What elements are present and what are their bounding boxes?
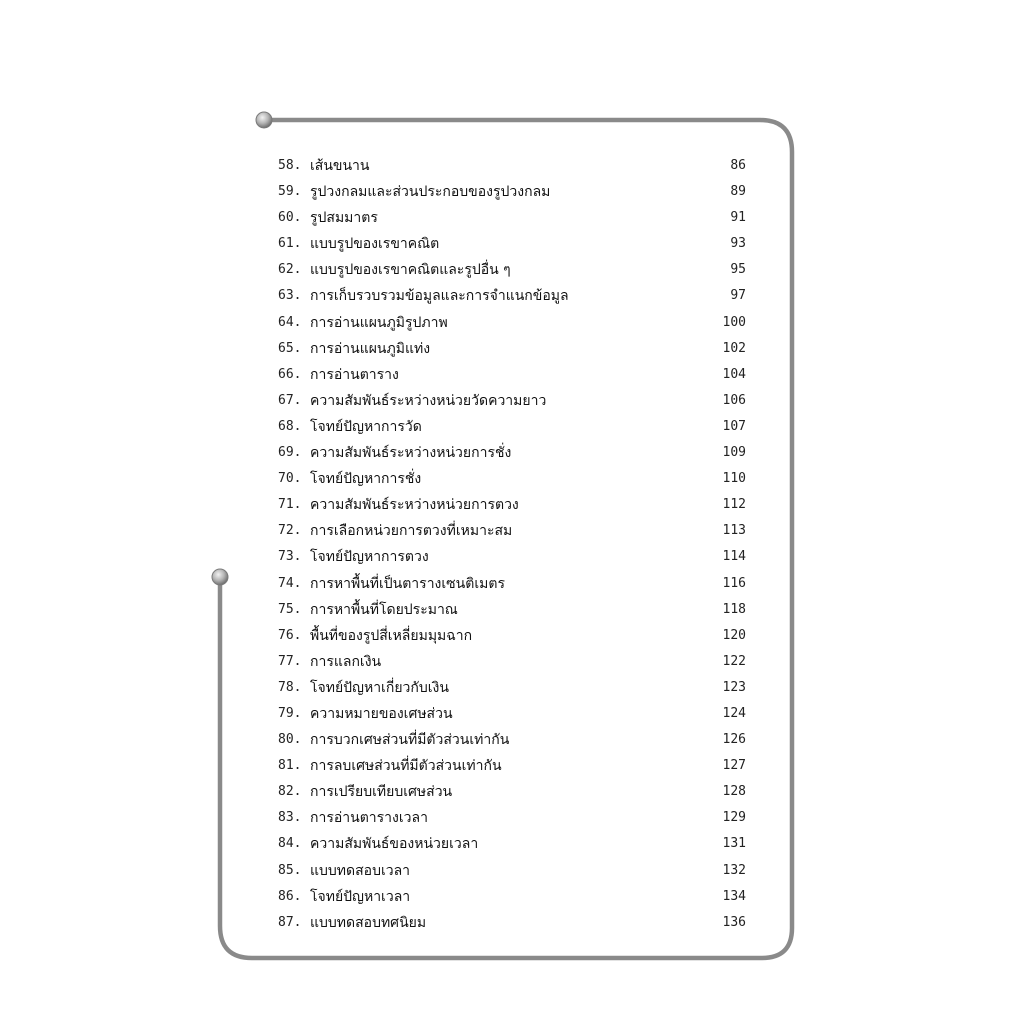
toc-entry-page: 120 xyxy=(722,627,746,643)
toc-entry-number: 66. xyxy=(278,366,302,382)
toc-entry-title: รูปวงกลมและส่วนประกอบของรูปวงกลม xyxy=(310,184,551,201)
toc-entry-title: แบบรูปของเรขาคณิตและรูปอื่น ๆ xyxy=(310,262,511,279)
toc-entry xyxy=(278,544,746,570)
toc-entry xyxy=(278,518,746,544)
toc-entry-title: การบวกเศษส่วนที่มีตัวส่วนเท่ากัน xyxy=(310,732,510,749)
toc-entry-number: 74. xyxy=(278,575,302,591)
toc-entry xyxy=(278,884,746,910)
toc-entry xyxy=(278,283,746,309)
toc-entry-page: 136 xyxy=(722,914,746,930)
toc-entry-title: ความสัมพันธ์ของหน่วยเวลา xyxy=(310,836,479,853)
left-knob-icon xyxy=(212,569,228,585)
toc-entry-title: พื้นที่ของรูปสี่เหลี่ยมมุมฉาก xyxy=(310,627,473,644)
toc-entry-title: แบบทดสอบเวลา xyxy=(310,862,411,879)
toc-entry xyxy=(278,231,746,257)
toc-entry xyxy=(278,597,746,623)
toc-entry-number: 79. xyxy=(278,705,302,721)
toc-entry-number: 63. xyxy=(278,288,302,304)
toc-entry-title: การเก็บรวบรวมข้อมูลและการจำแนกข้อมูล xyxy=(310,288,569,305)
toc-entry-number: 73. xyxy=(278,549,302,565)
toc-entry-number: 67. xyxy=(278,392,302,408)
toc-entry-title: การอ่านตาราง xyxy=(310,366,399,383)
toc-entry xyxy=(278,310,746,336)
toc-entry-number: 86. xyxy=(278,888,302,904)
toc-entry-page: 93 xyxy=(730,236,746,252)
toc-entry-title: การหาพื้นที่เป็นตารางเซนติเมตร xyxy=(310,575,505,592)
toc-entry-title: การอ่านแผนภูมิแท่ง xyxy=(310,340,431,357)
toc-entry-title: ความสัมพันธ์ระหว่างหน่วยวัดความยาว xyxy=(310,392,547,409)
toc-entry-number: 60. xyxy=(278,210,302,226)
toc-entry-number: 75. xyxy=(278,601,302,617)
toc-entry-number: 72. xyxy=(278,523,302,539)
top-knob-icon xyxy=(256,112,272,128)
toc-entry-number: 80. xyxy=(278,732,302,748)
toc-entry-title: โจทย์ปัญหาการตวง xyxy=(310,549,429,566)
toc-entry-number: 64. xyxy=(278,314,302,330)
toc-entry-title: การเลือกหน่วยการตวงที่เหมาะสม xyxy=(310,523,513,540)
toc-entry-page: 86 xyxy=(730,158,746,173)
toc-entry-page: 132 xyxy=(722,862,746,878)
toc-entry-title: โจทย์ปัญหาการชั่ง xyxy=(310,471,422,488)
toc-entry-title: โจทย์ปัญหาเกี่ยวกับเงิน xyxy=(310,679,449,696)
toc-entry-number: 85. xyxy=(278,862,302,878)
toc-entry xyxy=(278,910,746,936)
toc-entry xyxy=(278,440,746,466)
toc-entry xyxy=(278,336,746,362)
toc-entry-page: 114 xyxy=(722,549,746,565)
toc-entry-number: 61. xyxy=(278,236,302,252)
toc-entry-page: 100 xyxy=(722,314,746,330)
toc-entry-page: 116 xyxy=(722,575,746,591)
toc-entry-page: 89 xyxy=(730,184,746,200)
toc-entry xyxy=(278,388,746,414)
toc-entry-page: 128 xyxy=(722,784,746,800)
toc-entry-number: 68. xyxy=(278,418,302,434)
toc-entry xyxy=(278,466,746,492)
toc-entry-number: 81. xyxy=(278,758,302,774)
toc-entry-title: การเปรียบเทียบเศษส่วน xyxy=(310,784,453,801)
toc-entry-page: 127 xyxy=(722,758,746,774)
toc-entry-number: 70. xyxy=(278,471,302,487)
toc-entry-page: 97 xyxy=(730,288,746,304)
toc-entry xyxy=(278,362,746,388)
toc-entry-page: 124 xyxy=(722,705,746,721)
toc-entry-title: การหาพื้นที่โดยประมาณ xyxy=(310,601,458,618)
toc-entry xyxy=(278,701,746,727)
toc-entry-page: 134 xyxy=(722,888,746,904)
toc-entry-title: การอ่านแผนภูมิรูปภาพ xyxy=(310,314,448,331)
toc-entry-page: 106 xyxy=(722,392,746,408)
toc-entry-title: โจทย์ปัญหาการวัด xyxy=(310,418,422,435)
toc-entry-page: 107 xyxy=(722,418,746,434)
toc-entry-number: 65. xyxy=(278,340,302,356)
toc-entry-title: รูปสมมาตร xyxy=(310,210,378,227)
toc-entry-page: 113 xyxy=(722,523,746,539)
toc-entry-number: 69. xyxy=(278,445,302,461)
toc-entry-page: 131 xyxy=(722,836,746,852)
toc-entry xyxy=(278,805,746,831)
toc-entry-number: 82. xyxy=(278,784,302,800)
toc-entry-page: 126 xyxy=(722,732,746,748)
toc-entry-number: 87. xyxy=(278,914,302,930)
toc-entry xyxy=(278,858,746,884)
toc-entry-title: การอ่านตารางเวลา xyxy=(310,810,428,827)
toc-entry-number: 59. xyxy=(278,184,302,200)
toc-entry xyxy=(278,492,746,518)
toc-entry xyxy=(278,205,746,231)
toc-entry-number: 77. xyxy=(278,653,302,669)
toc-entry-number: 76. xyxy=(278,627,302,643)
toc-entry-title: ความสัมพันธ์ระหว่างหน่วยการชั่ง xyxy=(310,445,512,462)
toc-entry xyxy=(278,571,746,597)
toc-entry-number: 84. xyxy=(278,836,302,852)
toc-entry xyxy=(278,153,746,179)
toc-entry-page: 102 xyxy=(722,340,746,356)
toc-entry-page: 109 xyxy=(722,445,746,461)
toc-entry-number: 62. xyxy=(278,262,302,278)
toc-entry-page: 129 xyxy=(722,810,746,826)
toc-entry xyxy=(278,623,746,649)
toc-entry xyxy=(278,779,746,805)
toc-entry-title: การแลกเงิน xyxy=(310,653,382,670)
toc-entry-page: 112 xyxy=(722,497,746,513)
table-of-contents xyxy=(278,153,746,936)
toc-entry-page: 118 xyxy=(722,601,746,617)
toc-entry xyxy=(278,675,746,701)
toc-entry-title: แบบทดสอบทศนิยม xyxy=(310,914,427,931)
toc-entry-title: โจทย์ปัญหาเวลา xyxy=(310,888,411,905)
toc-entry xyxy=(278,649,746,675)
toc-entry-page: 91 xyxy=(730,210,746,226)
toc-entry xyxy=(278,727,746,753)
toc-entry-page: 95 xyxy=(730,262,746,278)
toc-entry-number: 78. xyxy=(278,679,302,695)
toc-entry-title: เส้นขนาน xyxy=(310,158,370,174)
toc-entry-title: การลบเศษส่วนที่มีตัวส่วนเท่ากัน xyxy=(310,758,502,775)
toc-entry-page: 110 xyxy=(722,471,746,487)
toc-entry xyxy=(278,753,746,779)
toc-entry-title: ความหมายของเศษส่วน xyxy=(310,705,453,722)
toc-entry xyxy=(278,179,746,205)
toc-entry-title: ความสัมพันธ์ระหว่างหน่วยการตวง xyxy=(310,497,519,514)
toc-entry-title: แบบรูปของเรขาคณิต xyxy=(310,236,440,253)
toc-entry xyxy=(278,414,746,440)
toc-entry-page: 104 xyxy=(722,366,746,382)
toc-entry xyxy=(278,257,746,283)
toc-entry-number: 83. xyxy=(278,810,302,826)
toc-entry-number: 58. xyxy=(278,158,302,173)
toc-entry-page: 123 xyxy=(722,679,746,695)
toc-entry-number: 71. xyxy=(278,497,302,513)
toc-entry xyxy=(278,831,746,857)
toc-entry-page: 122 xyxy=(722,653,746,669)
